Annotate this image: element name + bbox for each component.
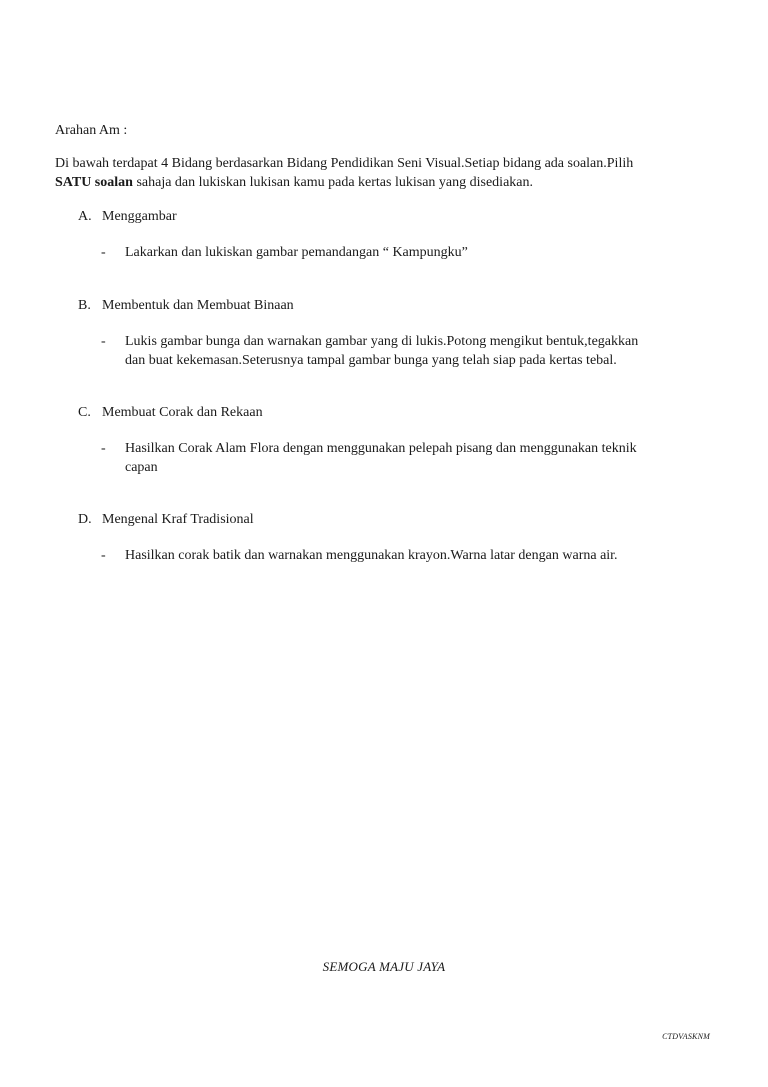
general-instructions-heading: Arahan Am : <box>55 123 128 138</box>
section-c-title <box>78 403 263 422</box>
footer-code: CTDVASKNM <box>662 1032 710 1041</box>
section-b-item-text <box>125 332 721 370</box>
section-b-letter: B. <box>78 298 91 313</box>
section-a-letter: A. <box>78 209 92 224</box>
section-b-item-line-1: Lukis gambar bunga dan warnakan gambar yang di lukis.Potong mengikut bentuk,tegakkan <box>125 334 639 349</box>
section-d-label: Mengenal Kraf Tradisional <box>102 512 254 527</box>
section-b-item-line-2: dan buat kekemasan.Seterusnya tampal gambar bunga yang telah siap pada kertas tebal. <box>125 353 617 368</box>
section-b-title <box>78 296 294 315</box>
section-a-bullet: - <box>101 245 106 260</box>
section-b-label: Membentuk dan Membuat Binaan <box>102 298 294 313</box>
closing-message: SEMOGA MAJU JAYA <box>322 959 446 974</box>
intro-emphasis: SATU soalan <box>55 175 133 190</box>
intro-paragraph <box>55 154 725 192</box>
section-c-label: Membuat Corak dan Rekaan <box>102 405 263 420</box>
section-c-item-line-1: Hasilkan Corak Alam Flora dengan menggunakan pelepah pisang dan menggunakan teknik <box>125 441 637 456</box>
section-a-item-text <box>125 243 721 262</box>
section-a-label: Menggambar <box>102 209 177 224</box>
section-d-bullet: - <box>101 548 106 563</box>
section-c-bullet: - <box>101 441 106 456</box>
section-d-item-line-1: Hasilkan corak batik dan warnakan menggunakan krayon.Warna latar dengan warna air. <box>125 548 618 563</box>
section-c-letter: C. <box>78 405 91 420</box>
section-d-title <box>78 510 254 529</box>
section-b-bullet: - <box>101 334 106 349</box>
section-a-item-line-1: Lakarkan dan lukiskan gambar pemandangan “ Kampungku” <box>125 245 468 260</box>
section-d-letter: D. <box>78 512 92 527</box>
section-d-item-text <box>125 546 721 565</box>
section-c-item-text <box>125 439 721 477</box>
section-c-item-line-2: capan <box>125 460 158 475</box>
section-a-title <box>78 207 177 226</box>
intro-line-1: Di bawah terdapat 4 Bidang berdasarkan Bidang Pendidikan Seni Visual.Setiap bidang ada soalan.Pilih <box>55 156 634 171</box>
intro-line-2 <box>55 173 725 192</box>
intro-line-2-rest: sahaja dan lukiskan lukisan kamu pada kertas lukisan yang disediakan. <box>132 175 533 190</box>
